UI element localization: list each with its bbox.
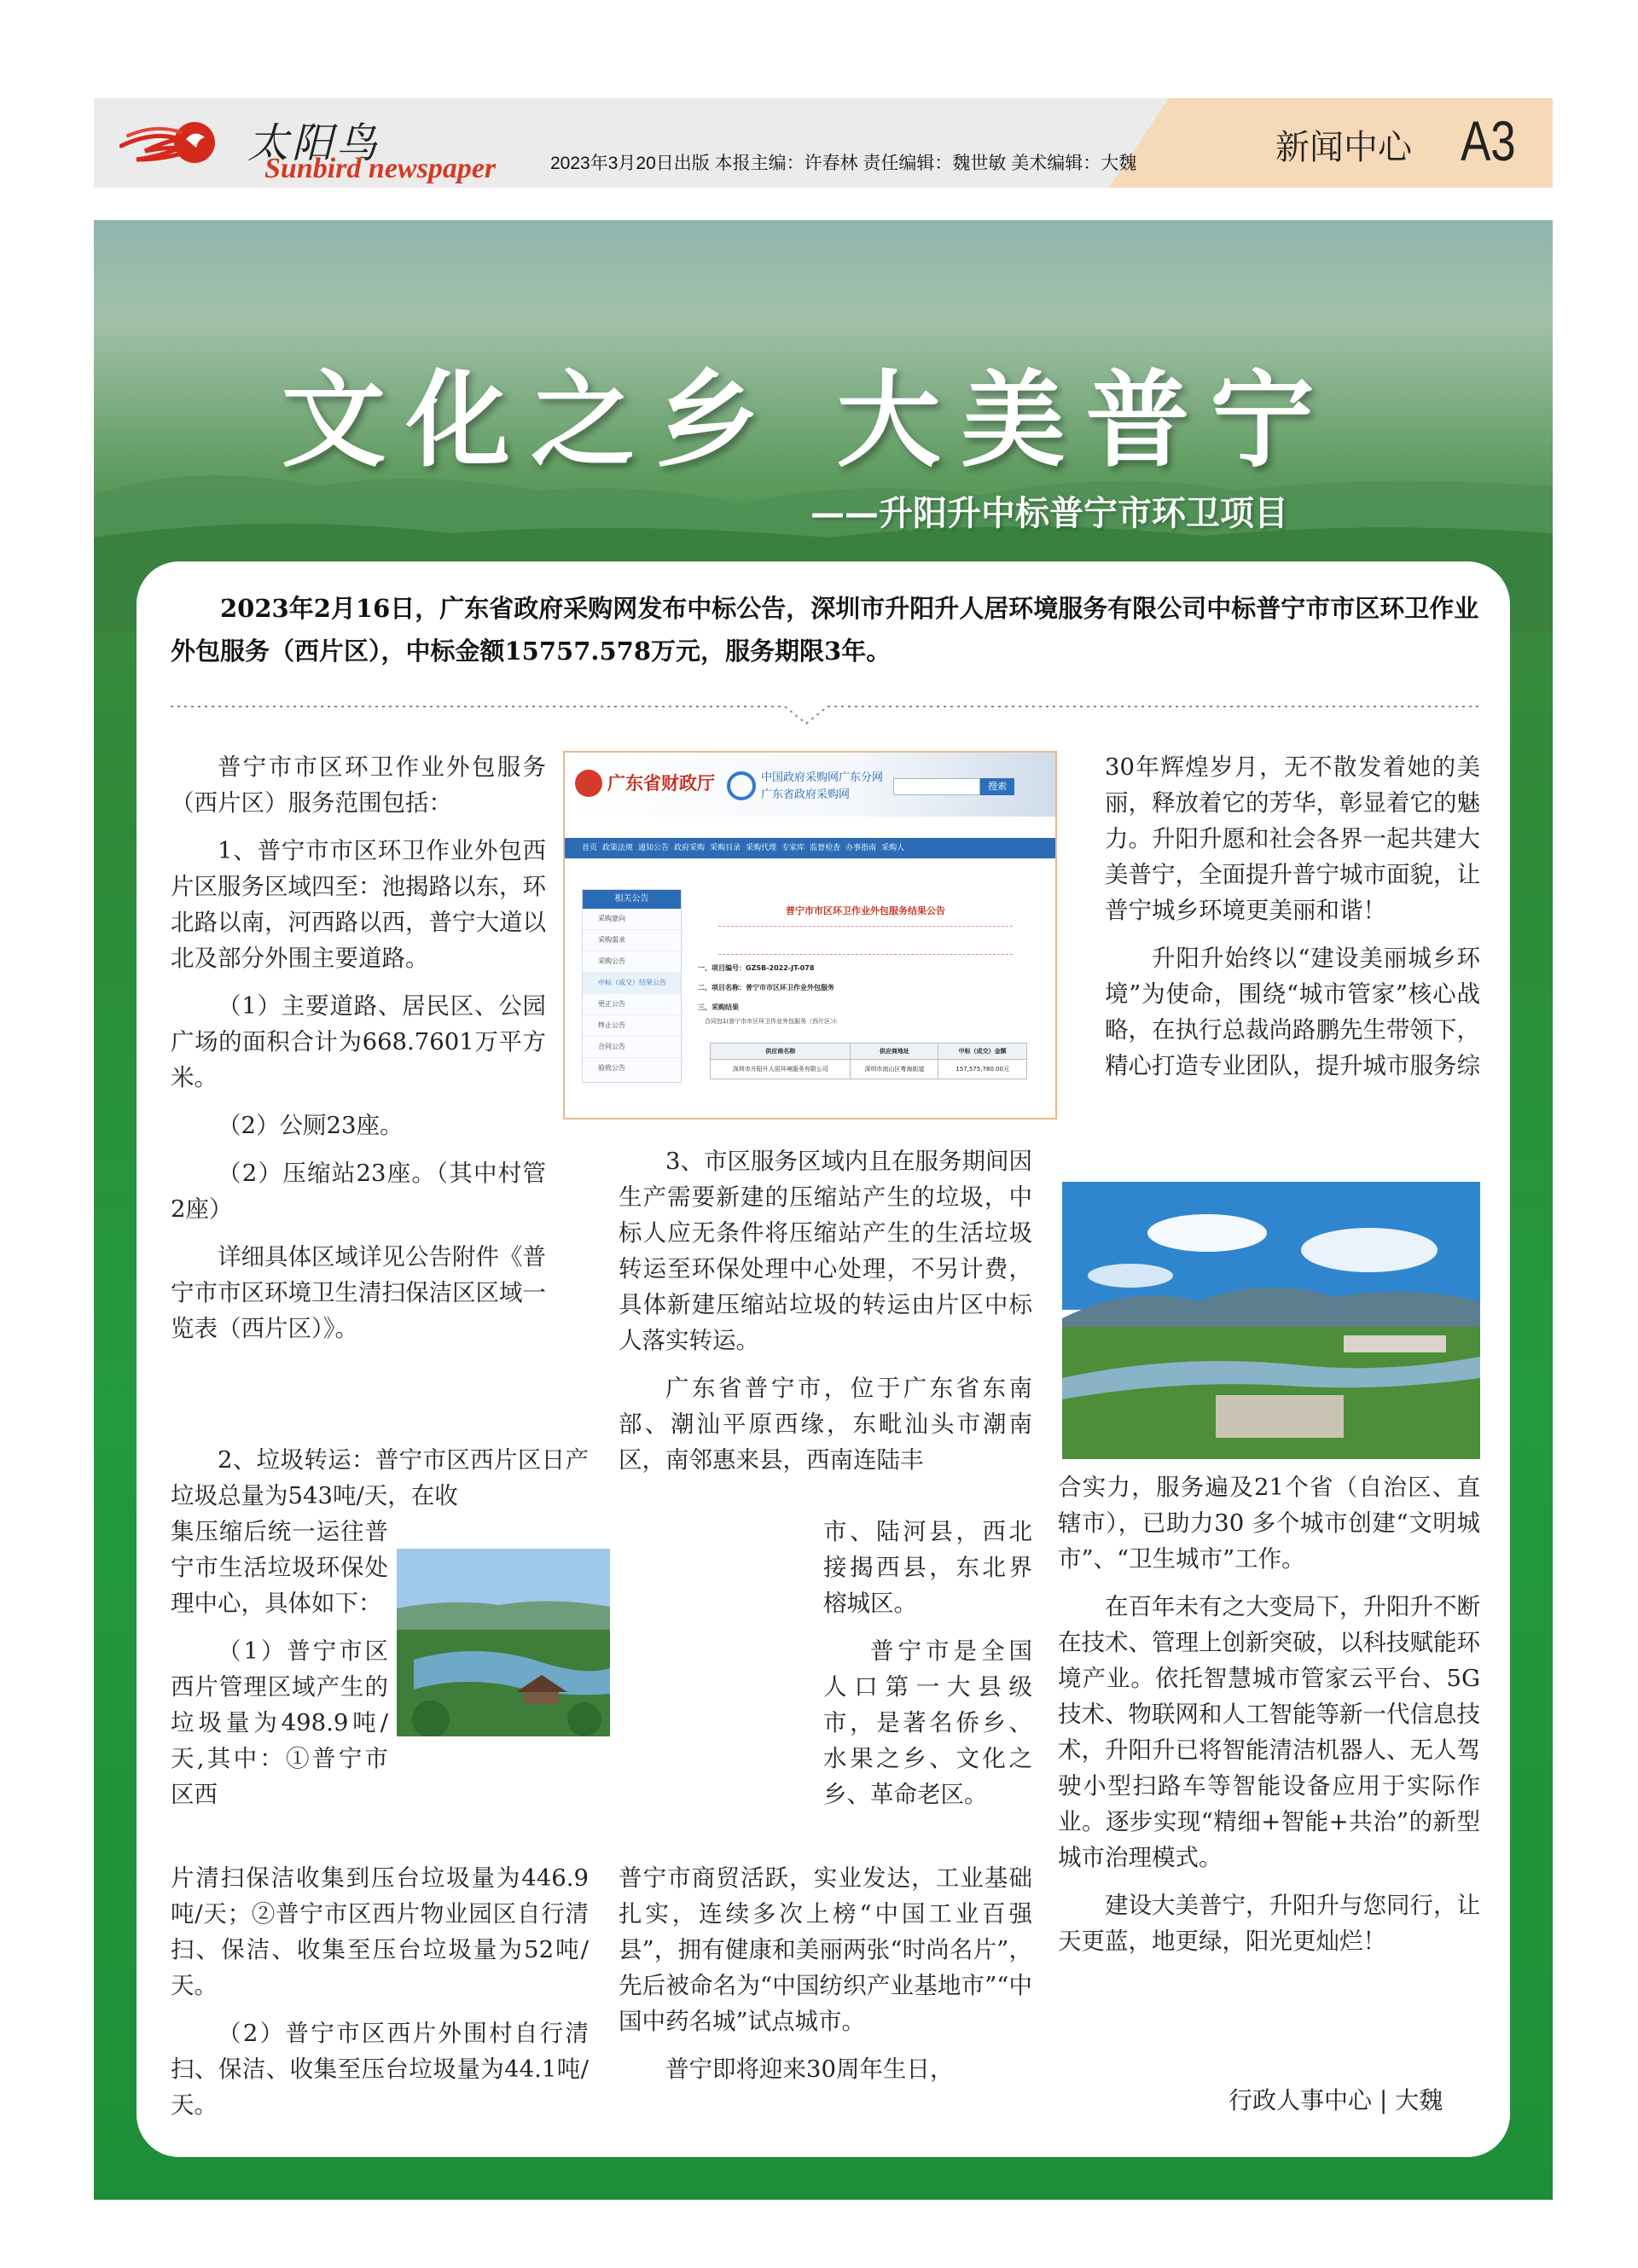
col1-paragraph: 普宁市市区环卫作业外包服务（西片区）服务范围包括： bbox=[171, 753, 546, 817]
page-headline: 文化之乡 大美普宁 bbox=[282, 360, 1335, 481]
aerial-town-photo bbox=[1062, 1182, 1480, 1459]
site-sidebar-item[interactable]: 验收公告 bbox=[598, 1064, 625, 1072]
site-nav-item[interactable]: 首页 bbox=[582, 844, 598, 852]
col2-paragraph: 广东省普宁市，位于广东省东南部、潮汕平原西缘，东毗汕头市潮南区，南邻惠来县，西南连陆丰 bbox=[619, 1375, 1032, 1474]
site-table-header: 供应商名称 bbox=[711, 1044, 851, 1059]
col2-paragraph: 3、市区服务区域内且在服务期间因生产需要新建的压缩站产生的垃圾，中标人应无条件将压缩站产生的生活垃圾转运至环保处理中心处理，不另计费，具体新建压缩站垃圾的转运由片区中标人落实转运。 bbox=[619, 1148, 1032, 1354]
lake-pavilion-photo bbox=[397, 1549, 610, 1736]
page-number: A3 bbox=[1461, 109, 1516, 172]
site-search-input[interactable] bbox=[893, 778, 980, 795]
portal-title: 中国政府采购网广东分网 bbox=[761, 771, 884, 784]
site-nav-item[interactable]: 通知公告 bbox=[638, 844, 670, 852]
site-table-cell: 深圳市南山区粤海街道 bbox=[851, 1059, 938, 1079]
site-sidebar-item[interactable]: 终止公告 bbox=[583, 1015, 681, 1037]
column-3-top bbox=[1105, 749, 1480, 1084]
site-nav-item[interactable]: 政府采购 bbox=[674, 844, 706, 852]
site-table-header: 中标（成交）金额 bbox=[938, 1044, 1026, 1059]
article-signature: 行政人事中心 | 大魏 bbox=[1228, 2086, 1443, 2114]
site-sidebar-item[interactable]: 更正公告 bbox=[583, 994, 681, 1015]
sunbird-logo-icon bbox=[119, 113, 239, 173]
site-item-no: 一、项目编号：GZSB-2022-JT-078 bbox=[698, 964, 815, 972]
col3-paragraph: 升阳升始终以“建设美丽城乡环境”为使命，围绕“城市管家”核心战略，在执行总裁尚路鹏先生带领下，精心打造专业团队，提升城市服务综 bbox=[1105, 945, 1480, 1079]
site-table-cell: 深圳市升阳升人居环境服务有限公司 bbox=[711, 1059, 851, 1079]
col1-paragraph: 1、普宁市市区环卫作业外包西片区服务区域四至：池揭路以东，环北路以南，河西路以西，普宁大道以北及部分外围主要道路。 bbox=[171, 837, 546, 972]
column-2-top bbox=[619, 1143, 1032, 1478]
site-result-table bbox=[710, 1043, 1027, 1079]
site-notice-meta bbox=[718, 926, 1013, 955]
site-item-result: 三、采购结果 bbox=[698, 1003, 739, 1011]
col1-bottom: 片清扫保洁收集到压台垃圾量为446.9吨/天；②普宁市区西片物业园区自行清扫、保洁、收集至压台垃圾量为52吨/天。 （2）普宁市区西片外围村自行清扫、保洁、收集至压台垃圾量为44.1吨/天。 bbox=[171, 1864, 589, 2119]
portal-subtitle: 广东省政府采购网 bbox=[761, 788, 851, 801]
site-table-cell: 157,575,780.00元 bbox=[938, 1059, 1026, 1079]
site-nav-item[interactable]: 采购目录 bbox=[710, 844, 741, 852]
col1-paragraph: （1）主要道路、居民区、公园广场的面积合计为668.7601万平方米。 bbox=[171, 992, 546, 1091]
col1-paragraph: （2）压缩站23座。（其中村管2座） bbox=[171, 1160, 546, 1223]
col1-paragraph: 详细具体区域详见公告附件《普宁市市区环境卫生清扫保洁区区域一览表（西片区）》。 bbox=[171, 1243, 546, 1342]
site-nav-item[interactable]: 专家库 bbox=[781, 844, 805, 852]
logo-chinese-name: 太阳鸟 bbox=[247, 119, 381, 167]
site-nav-item[interactable]: 办事指南 bbox=[845, 844, 877, 852]
col3-paragraph: 30年辉煌岁月，无不散发着她的美丽，释放着它的芳华，彰显着它的魅力。升阳升愿和社会各界一起共建大美普宁，全面提升普宁城市面貌，让普宁城乡环境更美丽和谐！ bbox=[1105, 753, 1480, 924]
col1-paragraph: 2、垃圾转运：普宁市区西片区日产垃圾总量为543吨/天，在收 bbox=[171, 1446, 589, 1509]
site-sidebar bbox=[582, 889, 682, 1083]
site-notice-panel bbox=[693, 893, 1038, 1085]
site-sidebar-title: 相关公告 bbox=[583, 890, 681, 909]
section-name: 新闻中心 bbox=[1275, 128, 1412, 167]
dept-logo: 广东省财政厅 bbox=[607, 773, 715, 794]
column-3-bottom: 合实力，服务遍及21个省（自治区、直辖市），已助力30 多个城市创建“文明城市”、“卫生城市”工作。 在百年未有之大变局下，升阳升不断在技术、管理上创新突破，以科技赋能环境产业。依托智慧城市管家云平台、5G 技术、物联网和人工智能等新一代信息技术，升阳升已将智能清洁机器人、无人驾驶小型扫路车等智能设备应用于实际作业。逐步实现“精细+智能+共治”的新型城市治理模式。 建设大美普宁，升阳升与您同行，让天更蓝，地更绿，阳光更灿烂！ bbox=[1058, 1474, 1480, 1955]
site-nav-item[interactable]: 采购人 bbox=[881, 844, 905, 852]
site-nav-bar bbox=[565, 838, 1055, 858]
site-item-name: 二、项目名称：普宁市市区环卫作业外包服务 bbox=[698, 984, 834, 992]
site-nav-item[interactable]: 监督检查 bbox=[810, 844, 841, 852]
site-sidebar-item[interactable]: 合同公告 bbox=[583, 1037, 681, 1058]
site-sidebar-item[interactable]: 采购需求 bbox=[583, 930, 681, 951]
logo-english-name: Sunbird newspaper bbox=[264, 153, 497, 184]
page-subheadline: ——升阳升中标普宁市环卫项目 bbox=[810, 494, 1288, 533]
dotted-divider bbox=[171, 702, 1480, 728]
site-sidebar-item-active[interactable]: 中标（成交）结果公告 bbox=[583, 973, 681, 994]
site-nav-item[interactable]: 政策法规 bbox=[602, 844, 634, 852]
procurement-site-screenshot bbox=[563, 751, 1057, 1119]
site-sidebar-item[interactable]: 采购意向 bbox=[583, 909, 681, 930]
col1-wrapped-text: 集压缩后统一运往普宁市生活垃圾环保处理中心，具体如下： （1）普宁市区西片管理区域产生的垃圾量为498.9吨/天,其中：①普宁市区西 bbox=[171, 1518, 388, 1808]
portal-logo-icon bbox=[727, 771, 756, 800]
col2-wrapped-text: 市、陆河县，西北接揭西县，东北界榕城区。 普宁市是全国人口第一大县级市，是著名侨乡、水果之乡、文化之乡、革命老区。 bbox=[823, 1518, 1032, 1808]
site-search-button[interactable]: 搜索 bbox=[980, 778, 1014, 795]
site-nav-item[interactable]: 采购代理 bbox=[746, 844, 777, 852]
site-table-header: 供应商地址 bbox=[851, 1044, 938, 1059]
masthead bbox=[94, 98, 1553, 188]
site-table-caption: 合同包1(普宁市市区环卫作业外包服务（西片区）)： bbox=[705, 1018, 842, 1025]
column-2-bottom: 普宁市商贸活跃，实业发达，工业基础扎实，连续多次上榜“中国工业百强县”，拥有健康和美丽两张“时尚名片”，先后被命名为“中国纺织产业基地市”“中国中药名城”试点城市。 普宁即将迎来30周年生日， bbox=[619, 1864, 1032, 2083]
issue-info: 2023年3月20日出版 本报主编：许春林 责任编辑：魏世敏 美术编辑：大魏 bbox=[550, 154, 1137, 173]
site-notice-title: 普宁市市区环卫作业外包服务结果公告 bbox=[786, 905, 945, 916]
column-1-top bbox=[171, 749, 546, 1358]
site-sidebar-item[interactable]: 采购公告 bbox=[583, 951, 681, 973]
col1-paragraph: （2）公厕23座。 bbox=[218, 1112, 404, 1139]
emblem-icon bbox=[575, 770, 602, 797]
article-lead: 2023年2月16日，广东省政府采购网发布中标公告，深圳市升阳升人居环境服务有限公司中标普宁市市区环卫作业外包服务（西片区），中标金额15757.578万元，服务期限3年。 bbox=[171, 594, 1479, 666]
